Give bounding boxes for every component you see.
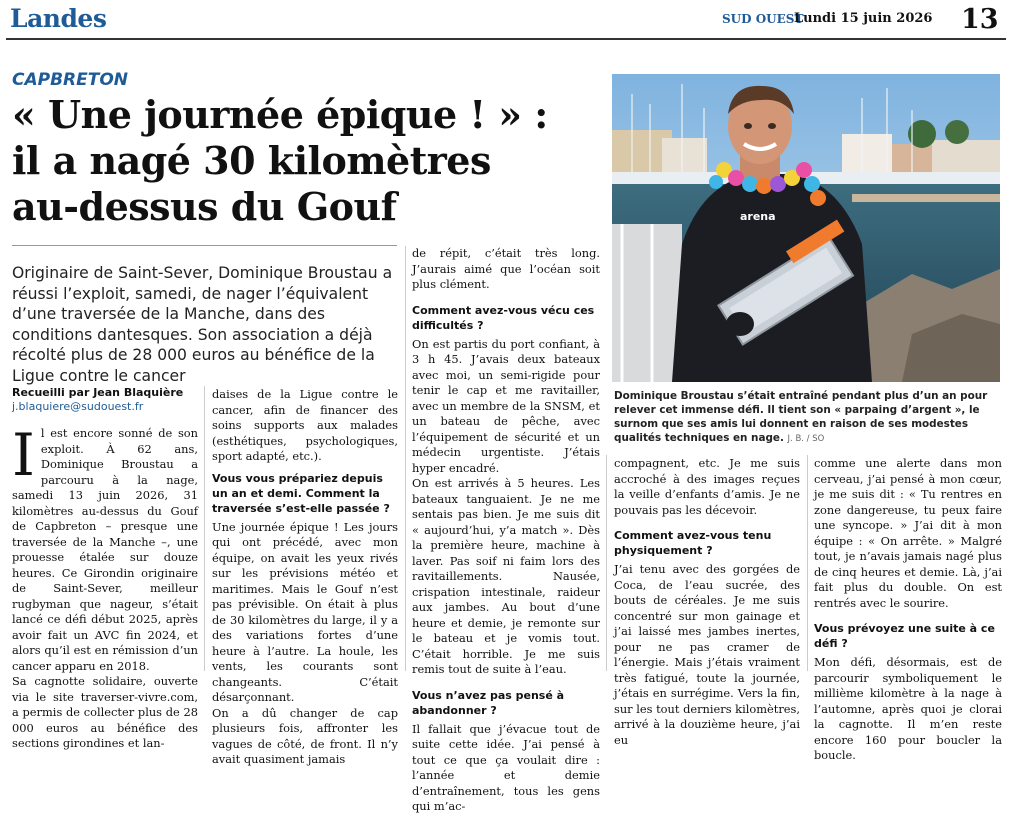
column-divider [405, 246, 406, 671]
interview-question: Vous vous prépariez depuis un an et demi. Comment la traversée s’est-elle passée ? [212, 471, 390, 515]
interview-question: Comment avez-vous vécu ces difficultés ? [412, 303, 595, 332]
author-email-link[interactable]: j.blaquiere@sudouest.fr [12, 400, 144, 413]
paragraph: Il fallait que j’évacue tout de suite cette idée. J’ai pensé à tout ce que ça voulait dire : l’année et demie d’entraînement, tous les gens qui m’ac- [412, 721, 600, 813]
headline-line-1: « Une journée épique ! » : [12, 92, 548, 137]
paragraph: Sa cagnotte solidaire, ouverte via le site traverser-vivre.com, a permis de collecter plus de 28 000 euros au bénéfice des sections girondines et lan- [12, 674, 198, 750]
paragraph: J’ai tenu avec des gorgées de Coca, de l’eau sucrée, des bouts de céréales. Je me suis concentré sur mon gainage et j’ai laissé mes jambes inertes, pour ne pas cramer de l’énergie. Mais j’étais vraiment très fatigué, toute la journée, j’étais en surrégime. Vers la fin, sur les tout derniers kilomètres, arrivé à la douzième heure, j’ai eu [614, 562, 800, 747]
body-column-1 [12, 421, 198, 752]
header-rule [6, 38, 1006, 40]
paragraph: Mon défi, désormais, est de parcourir symboliquement le millième kilomètre à la nage à l’automne, après quoi je clorai la cagnotte. Il m’en reste encore 160 pour boucler la boucle. [814, 655, 1002, 762]
drop-cap: I [12, 421, 35, 489]
body-column-3 [412, 246, 600, 815]
caption-text: Dominique Broustau s’était entraîné pendant plus d’un an pour relever cet immense défi. Il tient son « parpaing d’argent », le surnom que ses amis lui donnent en raison de ses modestes qualités techniques en nage. [614, 390, 988, 444]
article-headline [12, 92, 602, 230]
headline-line-3: au-dessus du Gouf [12, 184, 397, 229]
interview-question: Vous prévoyez une suite à ce défi ? [814, 622, 995, 650]
interview-question: Comment avez-vous tenu physiquement ? [614, 529, 772, 557]
paragraph: daises de la Ligue contre le cancer, afin de financer des soins supports aux malades (esthétiques, psychologiques, sport adapté, etc.). [212, 387, 398, 463]
body-column-4 [614, 456, 800, 748]
paragraph: Une journée épique ! Les jours qui ont précédé, avec mon équipe, on avait les yeux rivés sur les prévisions météo et maritimes. Mais le Gouf n’est pas prévisible. On était à plus de 30 kilomètres du large, il y a des variations fortes d’une heure à l’autre. La houle, les vents, les courants sont changeants. C’était désarçonnant. [212, 519, 398, 704]
column-divider [204, 386, 205, 671]
paragraph: On est arrivés à 5 heures. Les bateaux tanguaient. Je ne me sentais pas bien. Je me suis dit « aujourd’hui, y’a match ». Dès la première heure, machine à laver. Pas soif ni faim lors des ravitaillements. Nausée, crispation intestinale, raideur aux jambes. Au bout d’une heure et demie, je remonte sur le bateau et je vomis tout. C’était horrible. Je me suis remis tout de suite à l’eau. [412, 476, 600, 676]
interview-question: Vous n’avez pas pensé à abandonner ? [412, 688, 565, 717]
paragraph: l est encore sonné de son exploit. À 62 ans, Dominique Broustau a parcouru à la nage, samedi 13 juin 2026, 31 kilomètres au-dessus du Gouf de Capbreton – presque une traversée de la Manche –, une prouesse étalée sur douze heures. Ce Girondin originaire de Saint-Sever, meilleur rugbyman que nageur, s’était lancé ce défi début 2025, après avoir fait un AVC fin 2024, et alors qu’il est en rémission d’un cancer apparu en 2018. [12, 426, 198, 673]
newspaper-brand: SUD OUEST [722, 12, 804, 26]
column-divider [807, 455, 808, 671]
article-kicker: CAPBRETON [12, 70, 129, 90]
photo-caption [614, 389, 1000, 446]
body-column-5 [814, 456, 1002, 764]
issue-date: Lundi 15 juin 2026 [794, 11, 933, 26]
section-title: Landes [10, 4, 107, 33]
article-standfirst: Originaire de Saint-Sever, Dominique Broustau a réussi l’exploit, samedi, de nager l’équivalent d’une traversée de la Manche, dans des conditions dantesques. Son association a déjà récolté plus de 28 000 euros au bénéfice de la Ligue contre le cancer [12, 264, 393, 385]
column-divider [606, 455, 607, 671]
page-number: 13 [961, 4, 999, 35]
swimmer-photo-image [612, 74, 1000, 382]
body-column-2 [212, 387, 398, 768]
paragraph: comme une alerte dans mon cerveau, j’ai pensé à mon cœur, je me suis dit : « Tu rentres en zone dangereuse, tu peux faire une syncope. » J’ai dit à mon équipe : « On arrête. » Malgré tout, je n’avais jamais nagé plus de cinq heures et demie. Là, j’ai fait plus du double. On est rentrés avec le sourire. [814, 456, 1002, 610]
paragraph: On a dû changer de cap plusieurs fois, affronter les vagues de côté, de front. Il n’y avait quasiment jamais [212, 705, 398, 766]
suit-logo-text: arena [740, 210, 776, 223]
paragraph: On est partis du port confiant, à 3 h 45. J’avais deux bateaux avec moi, un semi-rigide pour tenir le cap et me ravitailler, avec un membre de la SNSM, et un bateau de pêche, avec l’équipement de sécurité et un médecin urgentiste. J’étais hyper encadré. [412, 336, 600, 475]
headline-rule [12, 245, 397, 246]
paragraph: de répit, c’était très long. J’aurais aimé que l’océan soit plus clément. [412, 246, 600, 291]
byline: Recueilli par Jean Blaquière [12, 386, 184, 399]
photo-credit: J. B. / SO [787, 434, 825, 444]
headline-line-2: il a nagé 30 kilomètres [12, 138, 491, 183]
paragraph: compagnent, etc. Je me suis accroché à des images reçues la veille d’enfants d’amis. Je ne pouvais pas les décevoir. [614, 456, 800, 517]
article-photo [612, 74, 1000, 382]
